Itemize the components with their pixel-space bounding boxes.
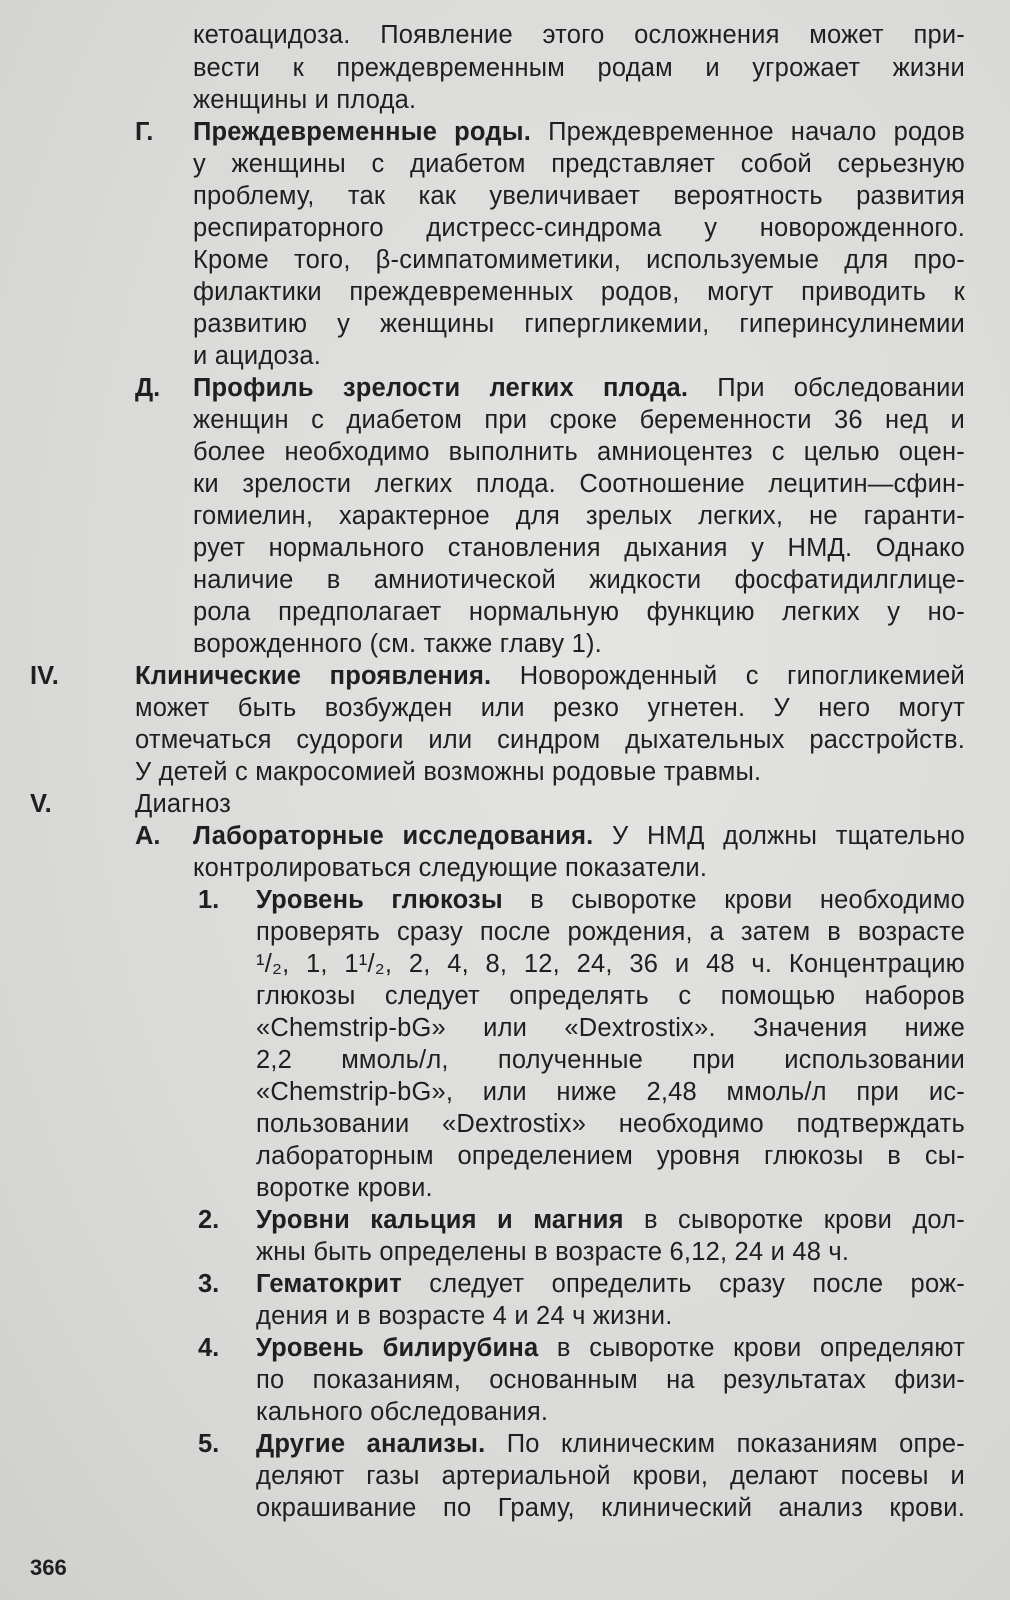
text-line: проблему, так как увеличивает вероятность развития: [193, 182, 965, 210]
section-marker-a: А.: [135, 822, 161, 850]
text-line: ки зрелости легких плода. Соотношение лецитин—сфин-: [193, 470, 965, 498]
section-heading-v: Диагноз: [135, 790, 232, 818]
text-line: «Chemstrip-bG» или «Dextrostix». Значения ниже: [256, 1014, 965, 1042]
item-marker-5: 5.: [198, 1430, 220, 1458]
text-line: по показаниям, основанным на результатах физи-: [256, 1366, 965, 1394]
text-line: вести к преждевременным родам и угрожает жизни: [193, 54, 965, 82]
text-line: 2,2 ммоль/л, полученные при использовании: [256, 1046, 965, 1074]
page-number: 366: [30, 1555, 67, 1580]
text-line: кетоацидоза. Появление этого осложнения может при-: [193, 21, 965, 49]
text-span: По клиническим показаниям опре-: [485, 1430, 965, 1458]
section-marker-g: Г.: [135, 118, 154, 146]
item-heading-3: Гематокрит: [256, 1270, 402, 1298]
item-marker-1: 1.: [198, 886, 220, 914]
text-line: Кроме того, β-симпатомиметики, используемые для про-: [193, 246, 965, 274]
text-line: может быть возбужден или резко угнетен. У него могут: [135, 694, 965, 722]
text-line: развитию у женщины гипергликемии, гиперинсулинемии: [193, 310, 965, 338]
section-a-first-line: [193, 821, 965, 851]
section-heading-d: Профиль зрелости легких плода.: [193, 374, 689, 402]
text-line: более необходимо выполнить амниоцентез с целью оцен-: [193, 438, 965, 466]
text-line: У детей с макросомией возможны родовые травмы.: [135, 758, 762, 786]
section-g-first-line: [193, 117, 965, 147]
item-heading-1: Уровень глюкозы: [256, 886, 503, 914]
text-line: пользовании «Dextrostix» необходимо подтверждать: [256, 1110, 965, 1138]
section-marker-v: V.: [30, 790, 52, 818]
text-line: наличие в амниотической жидкости фосфатидилглице-: [193, 566, 965, 594]
text-line: филактики преждевременных родов, могут приводить к: [193, 278, 965, 306]
item-3-first-line: [256, 1269, 965, 1299]
text-line: кального обследования.: [256, 1398, 549, 1426]
section-heading-a: Лабораторные исследования.: [193, 822, 594, 850]
item-marker-4: 4.: [198, 1334, 220, 1362]
text-line: дения и в возрасте 4 и 24 ч жизни.: [256, 1302, 673, 1330]
text-line: «Chemstrip-bG», или ниже 2,48 ммоль/л при ис-: [256, 1078, 965, 1106]
text-line: проверять сразу после рождения, а затем в возрасте: [256, 918, 965, 946]
item-marker-3: 3.: [198, 1270, 220, 1298]
text-line: отмечаться судороги или синдром дыхательных расстройств.: [135, 726, 965, 754]
text-line: воротке крови.: [256, 1174, 433, 1202]
section-heading-g: Преждевременные роды.: [193, 118, 532, 146]
text-line: ¹/₂, 1, 1¹/₂, 2, 4, 8, 12, 24, 36 и 48 ч. Концентрацию: [256, 950, 965, 978]
text-line: глюкозы следует определять с помощью наборов: [256, 982, 965, 1010]
text-line: женщин с диабетом при сроке беременности 36 нед и: [193, 406, 965, 434]
item-heading-4: Уровень билирубина: [256, 1334, 539, 1362]
section-d-first-line: [193, 373, 965, 403]
text-line: окрашивание по Граму, клинический анализ крови.: [256, 1494, 965, 1522]
item-2-first-line: [256, 1205, 965, 1235]
section-heading-iv: Клинические проявления.: [135, 662, 492, 690]
text-line: и ацидоза.: [193, 342, 322, 370]
text-line: лабораторным определением уровня глюкозы в сы-: [256, 1142, 965, 1170]
text-line: гомиелин, характерное для зрелых легких, не гаранти-: [193, 502, 965, 530]
text-line: контролироваться следующие показатели.: [193, 854, 708, 882]
text-line: жны быть определены в возрасте 6,12, 24 и 48 ч.: [256, 1238, 850, 1266]
item-5-first-line: [256, 1429, 965, 1459]
text-span: в сыворотке крови дол-: [623, 1206, 966, 1234]
section-marker-iv: IV.: [30, 662, 59, 690]
text-line: деляют газы артериальной крови, делают посевы и: [256, 1462, 965, 1490]
section-marker-d: Д.: [135, 374, 161, 402]
text-span: При обследовании: [688, 374, 965, 402]
section-iv-first-line: [135, 661, 965, 691]
item-heading-2: Уровни кальция и магния: [256, 1206, 624, 1234]
item-4-first-line: [256, 1333, 965, 1363]
text-span: в сыворотке крови необходимо: [502, 886, 965, 914]
text-line: ворожденного (см. также главу 1).: [193, 630, 602, 658]
text-line: рола предполагает нормальную функцию легких у но-: [193, 598, 965, 626]
text-span: в сыворотке крови определяют: [538, 1334, 965, 1362]
text-span: следует определить сразу после рож-: [401, 1270, 965, 1298]
text-line: респираторного дистресс-синдрома у новорожденного.: [193, 214, 965, 242]
text-line: рует нормального становления дыхания у НМД. Однако: [193, 534, 965, 562]
text-span: У НМД должны тщательно: [593, 822, 965, 850]
text-span: Новорожденный с гипогликемией: [491, 662, 966, 690]
text-line: у женщины с диабетом представляет собой серьезную: [193, 150, 965, 178]
item-1-first-line: [256, 885, 965, 915]
item-heading-5: Другие анализы.: [256, 1430, 486, 1458]
text-span: Преждевременное начало родов: [531, 118, 965, 146]
text-line: женщины и плода.: [193, 86, 417, 114]
item-marker-2: 2.: [198, 1206, 220, 1234]
